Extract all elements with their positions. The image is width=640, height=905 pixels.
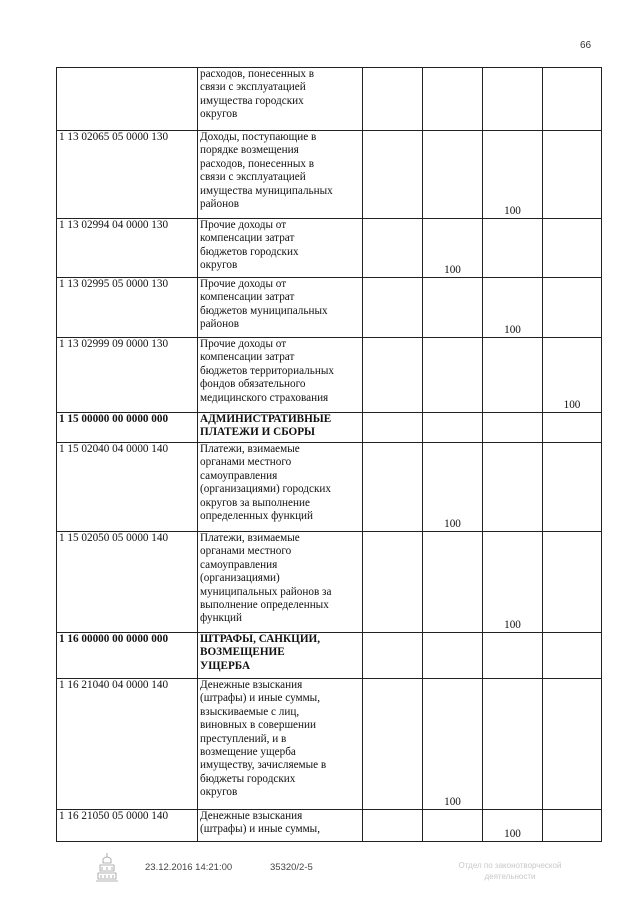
value-cell <box>363 278 423 338</box>
budget-code-cell: 1 15 02040 04 0000 140 <box>57 443 198 532</box>
description-cell: Денежные взыскания (штрафы) и иные суммы, взыскиваемые с лиц, виновных в совершении преступлений, и в возмещение ущерба имуществу, зачисляемые в бюджеты городских округов <box>198 679 363 810</box>
value-cell <box>363 810 423 842</box>
value-cell: 100 <box>483 131 543 219</box>
value-cell <box>543 219 602 278</box>
value-cell <box>543 810 602 842</box>
value-cell <box>423 68 483 131</box>
budget-table <box>56 67 602 842</box>
value-cell <box>363 413 423 443</box>
value-cell <box>543 633 602 679</box>
description-cell: Платежи, взимаемые органами местного самоуправления (организациями) городских округов за выполнение определенных функций <box>198 443 363 532</box>
value-cell <box>483 68 543 131</box>
value-cell <box>543 278 602 338</box>
footer-stamp: Отдел по законотворческой деятельности <box>458 861 562 881</box>
value-cell <box>423 413 483 443</box>
table-row <box>57 443 602 532</box>
budget-code-cell: 1 15 00000 00 0000 000 <box>57 413 198 443</box>
value-cell <box>483 679 543 810</box>
description-cell: Прочие доходы от компенсации затрат бюджетов муниципальных районов <box>198 278 363 338</box>
value-cell: 100 <box>423 679 483 810</box>
table-row <box>57 679 602 810</box>
value-cell <box>543 413 602 443</box>
value-cell <box>363 131 423 219</box>
value-cell <box>363 68 423 131</box>
budget-code-cell: 1 13 02994 04 0000 130 <box>57 219 198 278</box>
budget-code-cell <box>57 68 198 131</box>
value-cell: 100 <box>483 278 543 338</box>
value-cell <box>543 679 602 810</box>
budget-code-cell: 1 13 02999 09 0000 130 <box>57 338 198 413</box>
budget-code-cell: 1 13 02065 05 0000 130 <box>57 131 198 219</box>
table-row <box>57 532 602 633</box>
value-cell: 100 <box>423 443 483 532</box>
value-cell <box>543 68 602 131</box>
value-cell: 100 <box>483 810 543 842</box>
budget-code-cell: 1 16 21050 05 0000 140 <box>57 810 198 842</box>
value-cell <box>363 633 423 679</box>
table-row <box>57 413 602 443</box>
value-cell <box>423 810 483 842</box>
description-cell: Прочие доходы от компенсации затрат бюджетов городских округов <box>198 219 363 278</box>
value-cell <box>543 532 602 633</box>
description-cell: АДМИНИСТРАТИВНЫЕ ПЛАТЕЖИ И СБОРЫ <box>198 413 363 443</box>
value-cell <box>363 443 423 532</box>
budget-code-cell: 1 16 21040 04 0000 140 <box>57 679 198 810</box>
table-row <box>57 131 602 219</box>
table-row <box>57 278 602 338</box>
table-row <box>57 338 602 413</box>
table-row <box>57 68 602 131</box>
footer-timestamp: 23.12.2016 14:21:00 <box>145 862 233 873</box>
description-cell: Доходы, поступающие в порядке возмещения расходов, понесенных в связи с эксплуатацией имущества муниципальных районов <box>198 131 363 219</box>
description-cell: Платежи, взимаемые органами местного самоуправления (организациями) муниципальных районов за выполнение определенных функций <box>198 532 363 633</box>
value-cell: 100 <box>423 219 483 278</box>
description-cell: Денежные взыскания (штрафы) и иные суммы, <box>198 810 363 842</box>
budget-code-cell: 1 16 00000 00 0000 000 <box>57 633 198 679</box>
value-cell <box>363 338 423 413</box>
value-cell <box>423 338 483 413</box>
value-cell <box>363 219 423 278</box>
value-cell <box>543 131 602 219</box>
value-cell <box>363 532 423 633</box>
description-cell: Прочие доходы от компенсации затрат бюджетов территориальных фондов обязательного медицинского страхования <box>198 338 363 413</box>
value-cell <box>423 532 483 633</box>
value-cell <box>543 443 602 532</box>
value-cell <box>423 633 483 679</box>
table-row <box>57 219 602 278</box>
budget-code-cell: 1 15 02050 05 0000 140 <box>57 532 198 633</box>
value-cell <box>423 131 483 219</box>
value-cell <box>483 413 543 443</box>
value-cell: 100 <box>543 338 602 413</box>
budget-code-cell: 1 13 02995 05 0000 130 <box>57 278 198 338</box>
value-cell <box>363 679 423 810</box>
page-number: 66 <box>580 40 592 51</box>
emblem-icon <box>95 851 119 885</box>
table-row <box>57 633 602 679</box>
value-cell <box>483 633 543 679</box>
value-cell <box>423 278 483 338</box>
footer-doc-number: 35320/2-5 <box>270 862 313 873</box>
value-cell: 100 <box>483 532 543 633</box>
value-cell <box>483 219 543 278</box>
value-cell <box>483 443 543 532</box>
description-cell: расходов, понесенных в связи с эксплуатацией имущества городских округов <box>198 68 363 131</box>
table-row <box>57 810 602 842</box>
value-cell <box>483 338 543 413</box>
description-cell: ШТРАФЫ, САНКЦИИ, ВОЗМЕЩЕНИЕ УЩЕРБА <box>198 633 363 679</box>
